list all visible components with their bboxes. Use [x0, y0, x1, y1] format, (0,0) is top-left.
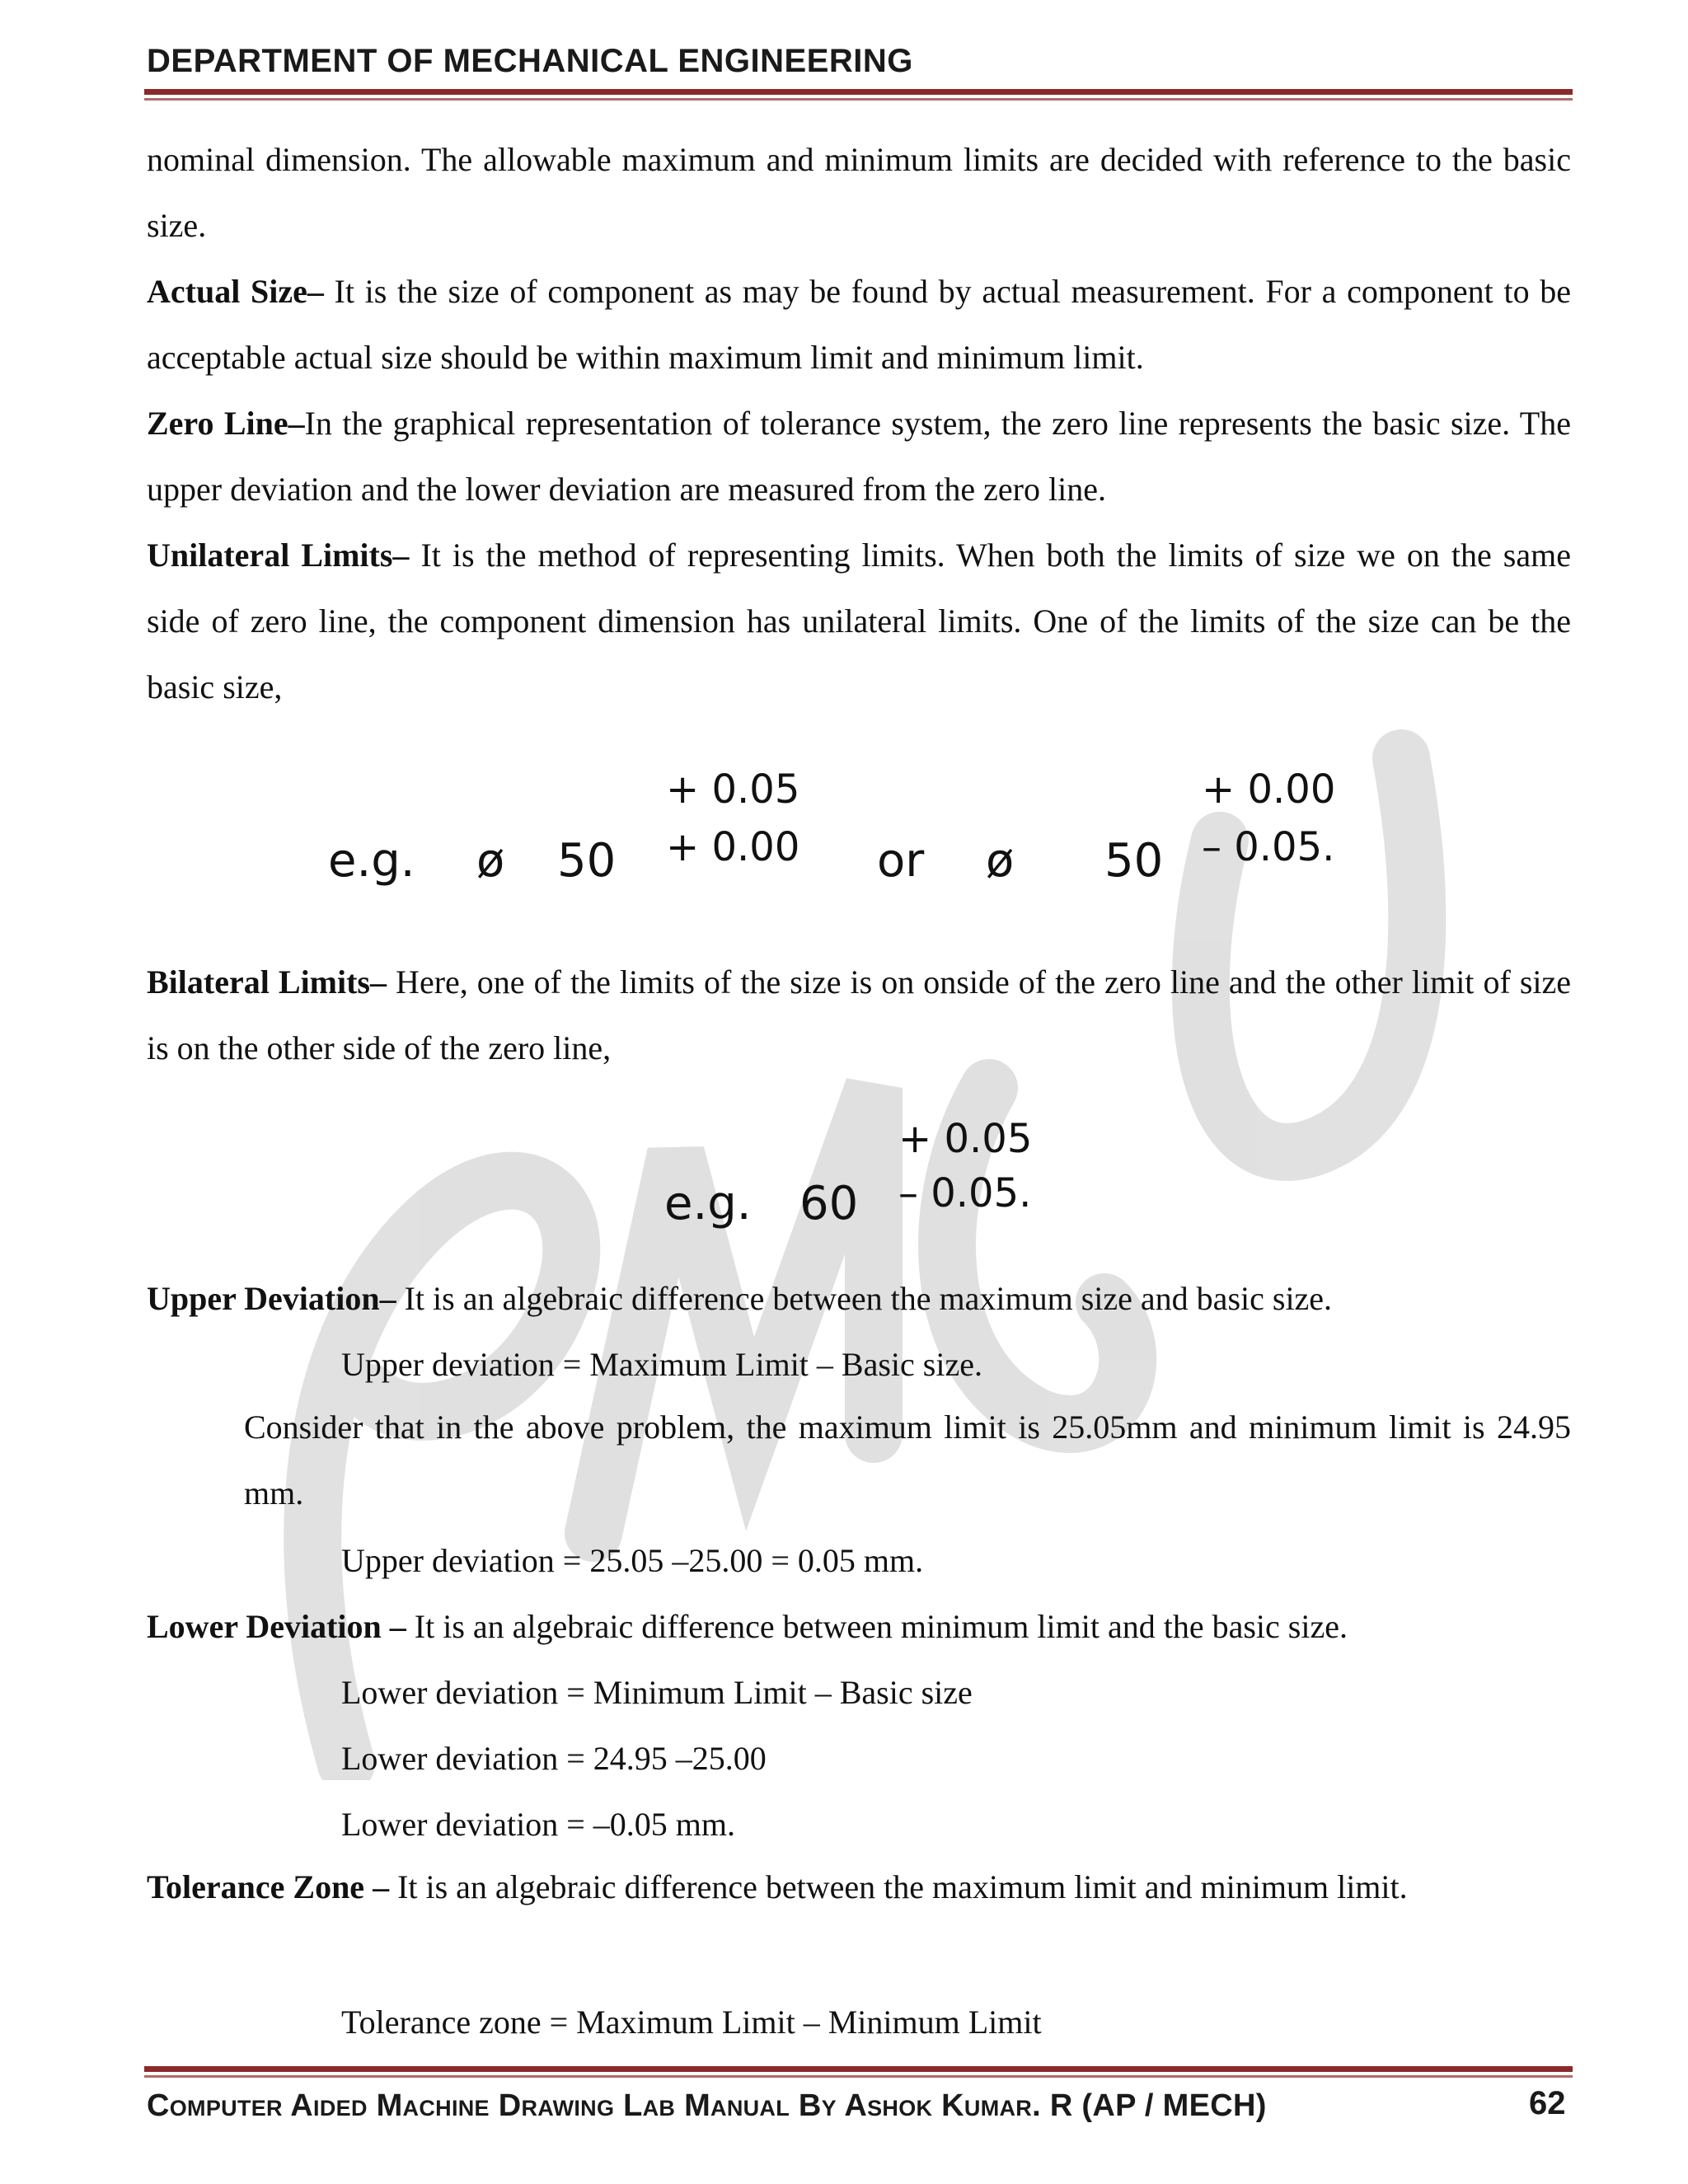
header-rule-thin: [144, 98, 1573, 101]
term-tolerance-zone: Tolerance Zone –: [147, 1868, 390, 1905]
paragraph-intro: nominal dimension. The allowable maximum and minimum limits are decided with reference to the basic size.: [147, 141, 1571, 244]
term-bilateral: Bilateral Limits–: [147, 963, 387, 1001]
paragraph-lower-deviation: [147, 1607, 1348, 1646]
diameter-symbol: ø: [476, 834, 505, 888]
term-lower-deviation: Lower Deviation –: [147, 1608, 406, 1645]
paragraph-bilateral: [147, 949, 1571, 1081]
footer-title: Computer Aided Machine Drawing Lab Manual By Ashok Kumar. R (AP / MECH): [147, 2088, 1267, 2123]
formula-upper-deviation: Upper deviation = Maximum Limit – Basic size.: [341, 1346, 982, 1383]
text-zero-line: In the graphical representation of tolerance system, the zero line represents the basic size. The upper deviation and the lower deviation are measured from the zero line.: [147, 405, 1571, 508]
diameter-symbol: ø: [986, 834, 1015, 888]
text-unilateral: It is the method of representing limits. When both the limits of size we on the same side of zero line, the component dimension has unilateral limits. One of the limits of the size can be the basic size,: [147, 537, 1571, 705]
formula-lower-deviation: Lower deviation = Minimum Limit – Basic size: [341, 1674, 973, 1711]
text-tolerance-zone: It is an algebraic difference between the maximum limit and minimum limit.: [389, 1868, 1408, 1905]
lower-limit-value: – 0.05.: [1202, 824, 1335, 870]
formula-tolerance-zone: Tolerance zone = Maximum Limit – Minimum Limit: [341, 2004, 1042, 2041]
calc-lower-deviation-1: Lower deviation = 24.95 –25.00: [341, 1740, 767, 1777]
footer-rule-thin: [144, 2075, 1573, 2078]
header-rule: [144, 89, 1573, 95]
eg-label: e.g.: [664, 1177, 752, 1230]
text-upper-deviation: It is an algebraic difference between the maximum size and basic size.: [396, 1280, 1333, 1317]
paragraph-unilateral: [147, 523, 1571, 720]
upper-limit-value: + 0.00: [1202, 766, 1336, 813]
eg-label: e.g.: [328, 834, 415, 888]
text-bilateral: Here, one of the limits of the size is on onside of the zero line and the other limit of size is on the other side of the zero line,: [147, 963, 1572, 1066]
paragraph-upper-deviation: [147, 1279, 1332, 1318]
text-actual-size: It is the size of component as may be found by actual measurement. For a component to be acceptable actual size should be within maximum limit and minimum limit.: [147, 273, 1572, 376]
calc-upper-deviation: Upper deviation = 25.05 –25.00 = 0.05 mm.: [341, 1542, 924, 1579]
basic-size-value: 60: [799, 1177, 859, 1230]
calc-lower-deviation-2: Lower deviation = –0.05 mm.: [341, 1806, 736, 1843]
paragraph-consider: Consider that in the above problem, the maximum limit is 25.05mm and minimum limit is 24.95 mm.: [244, 1408, 1571, 1511]
text-lower-deviation: It is an algebraic difference between minimum limit and the basic size.: [406, 1608, 1348, 1645]
paragraph-tolerance-zone: [147, 1854, 1571, 1920]
or-label: or: [877, 834, 925, 888]
upper-limit-value: + 0.05: [898, 1116, 1033, 1162]
basic-size-value: 50: [557, 834, 617, 888]
term-unilateral: Unilateral Limits–: [147, 537, 410, 574]
page-header-title: DEPARTMENT OF MECHANICAL ENGINEERING: [147, 43, 913, 79]
lower-limit-value: – 0.05.: [898, 1170, 1032, 1216]
term-upper-deviation: Upper Deviation–: [147, 1280, 396, 1317]
term-actual-size: Actual Size–: [147, 273, 324, 310]
page-number: 62: [1529, 2085, 1566, 2121]
lower-limit-value: + 0.00: [666, 824, 800, 870]
basic-size-value: 50: [1104, 834, 1164, 888]
term-zero-line: Zero Line–: [147, 405, 305, 442]
footer-rule: [144, 2066, 1573, 2072]
paragraph-actual-size: [147, 259, 1571, 391]
paragraph-zero-line: [147, 391, 1571, 523]
upper-limit-value: + 0.05: [666, 766, 800, 813]
